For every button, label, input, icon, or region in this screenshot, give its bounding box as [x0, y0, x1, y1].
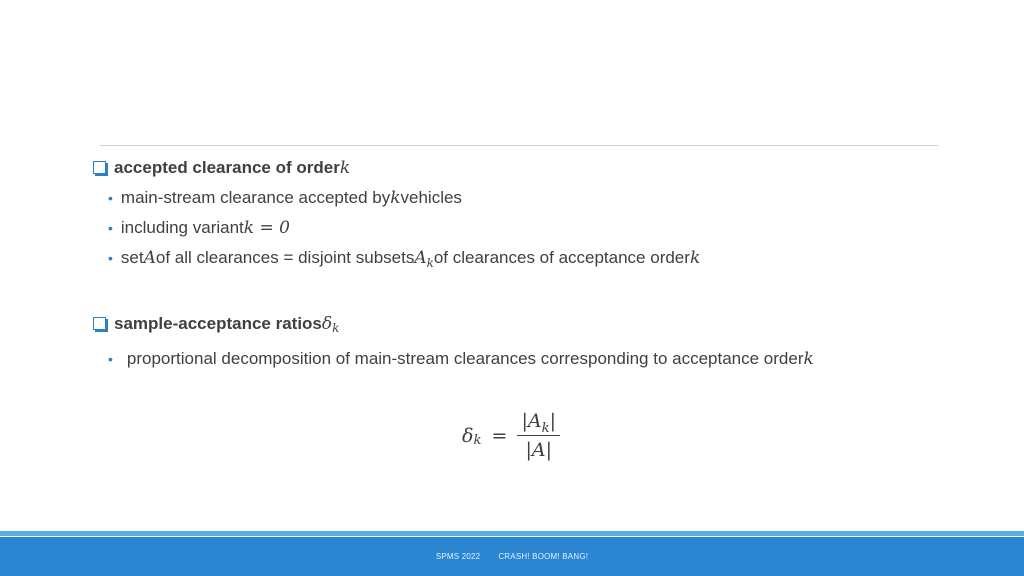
delta-formula: [462, 410, 560, 461]
bullet-text: vehicles: [400, 188, 462, 207]
section-heading: [93, 158, 700, 178]
header-divider: [100, 145, 938, 146]
list-item: [93, 183, 700, 213]
math-variable: k: [689, 248, 701, 268]
formula-denominator: |A|: [525, 439, 552, 461]
heading-text: accepted clearance of order: [114, 158, 340, 177]
formula-numerator: [517, 410, 560, 436]
heading-text: sample-acceptance ratios: [114, 314, 322, 333]
formula-equals: =: [491, 424, 508, 447]
bullet-text: including variant: [120, 218, 244, 237]
bullet-list: [93, 344, 814, 374]
math-variable: k: [803, 349, 814, 369]
numerator-subscript: k: [541, 420, 550, 436]
bullet-dot-icon: •: [108, 220, 113, 236]
formula-fraction: [517, 410, 560, 461]
section-sample-acceptance: [93, 314, 814, 374]
math-variable: k: [390, 188, 401, 208]
footer-title: CRASH! BOOM! BANG!: [498, 552, 589, 561]
bullet-text: main-stream clearance accepted by: [120, 188, 391, 207]
list-item: [93, 243, 700, 274]
math-expression: k = 0: [243, 218, 290, 238]
checkbox-bullet-icon: [93, 161, 106, 174]
formula-lhs: δ: [462, 424, 474, 447]
bullet-dot-icon: •: [108, 190, 113, 206]
numerator-text: |A: [521, 410, 542, 432]
section-accepted-clearance: [93, 158, 700, 274]
list-item: [93, 344, 814, 374]
heading-variable: δ: [321, 314, 333, 334]
bullet-list: [93, 183, 700, 274]
bullet-text: proportional decomposition of main-stream clearances corresponding to acceptance order: [126, 349, 804, 368]
formula-lhs-subscript: k: [473, 432, 482, 448]
bullet-text: of clearances of acceptance order: [433, 248, 690, 267]
heading-subscript: k: [332, 321, 340, 336]
footer-bar: [0, 537, 1024, 576]
bullet-text: set: [120, 248, 144, 267]
math-subscript: k: [426, 256, 434, 271]
math-variable: A: [414, 248, 427, 268]
numerator-end: |: [549, 410, 557, 432]
footer-accent-line: [0, 531, 1024, 536]
section-heading: [93, 314, 814, 334]
list-item: [93, 213, 700, 243]
checkbox-bullet-icon: [93, 317, 106, 330]
math-variable: A: [143, 248, 156, 268]
bullet-dot-icon: •: [108, 250, 113, 266]
footer-conference: SPMS 2022: [435, 552, 481, 561]
bullet-dot-icon: •: [108, 351, 113, 367]
heading-variable: k: [339, 158, 351, 178]
bullet-text: of all clearances = disjoint subsets: [155, 248, 415, 267]
